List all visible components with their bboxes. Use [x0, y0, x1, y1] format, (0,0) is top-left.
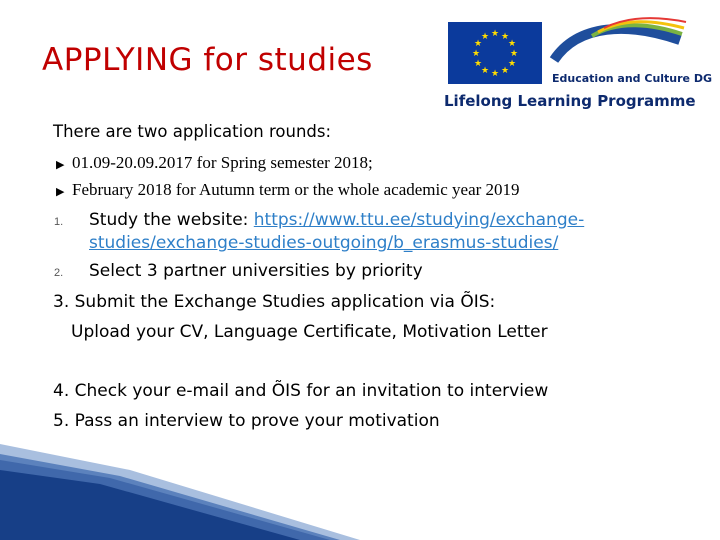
step-5: 5. Pass an interview to prove your motivation [53, 411, 440, 431]
step-3-detail: Upload your CV, Language Certificate, Motivation Letter [71, 322, 548, 342]
step-4: 4. Check your e-mail and ÕIS for an invitation to interview [53, 381, 549, 401]
step-1 [89, 210, 584, 230]
programme-name: Lifelong Learning Programme [444, 92, 696, 110]
eu-flag-icon [448, 22, 542, 84]
step-number: 1. [54, 216, 64, 228]
website-link[interactable]: https://www.ttu.ee/studying/exchange- [253, 210, 585, 230]
step-3: 3. Submit the Exchange Studies application via ÕIS: [53, 292, 496, 312]
svg-text:★: ★ [500, 66, 510, 76]
round-item: February 2018 for Autumn term or the whole academic year 2019 [72, 180, 520, 199]
step-number: 2. [54, 267, 64, 279]
svg-text:★: ★ [500, 32, 510, 42]
bullet-arrow-icon: ▶ [56, 185, 65, 198]
svg-text:★: ★ [480, 66, 490, 76]
svg-text:★: ★ [473, 39, 483, 49]
bullet-arrow-icon: ▶ [56, 158, 65, 171]
decorative-swoosh [0, 440, 720, 540]
step-2: Select 3 partner universities by priority [89, 261, 423, 281]
swoosh-icon [548, 16, 688, 72]
intro-text: There are two application rounds: [53, 122, 332, 141]
eu-programme-logo [440, 16, 713, 112]
svg-text:★: ★ [507, 39, 517, 49]
svg-text:★: ★ [471, 49, 481, 59]
svg-text:★: ★ [490, 29, 500, 39]
svg-text:★: ★ [480, 32, 490, 42]
org-name: Education and Culture DG [552, 72, 713, 85]
round-item: 01.09-20.09.2017 for Spring semester 2018; [72, 153, 373, 172]
step-1-text: Study the website: [89, 210, 249, 230]
page-title: APPLYING for studies [42, 42, 373, 78]
svg-text:★: ★ [509, 49, 519, 59]
svg-text:★: ★ [507, 59, 517, 69]
website-link-continued[interactable]: studies/exchange-studies-outgoing/b_erasmus-studies/ [89, 233, 559, 253]
svg-text:★: ★ [490, 69, 500, 79]
svg-text:★: ★ [473, 59, 483, 69]
